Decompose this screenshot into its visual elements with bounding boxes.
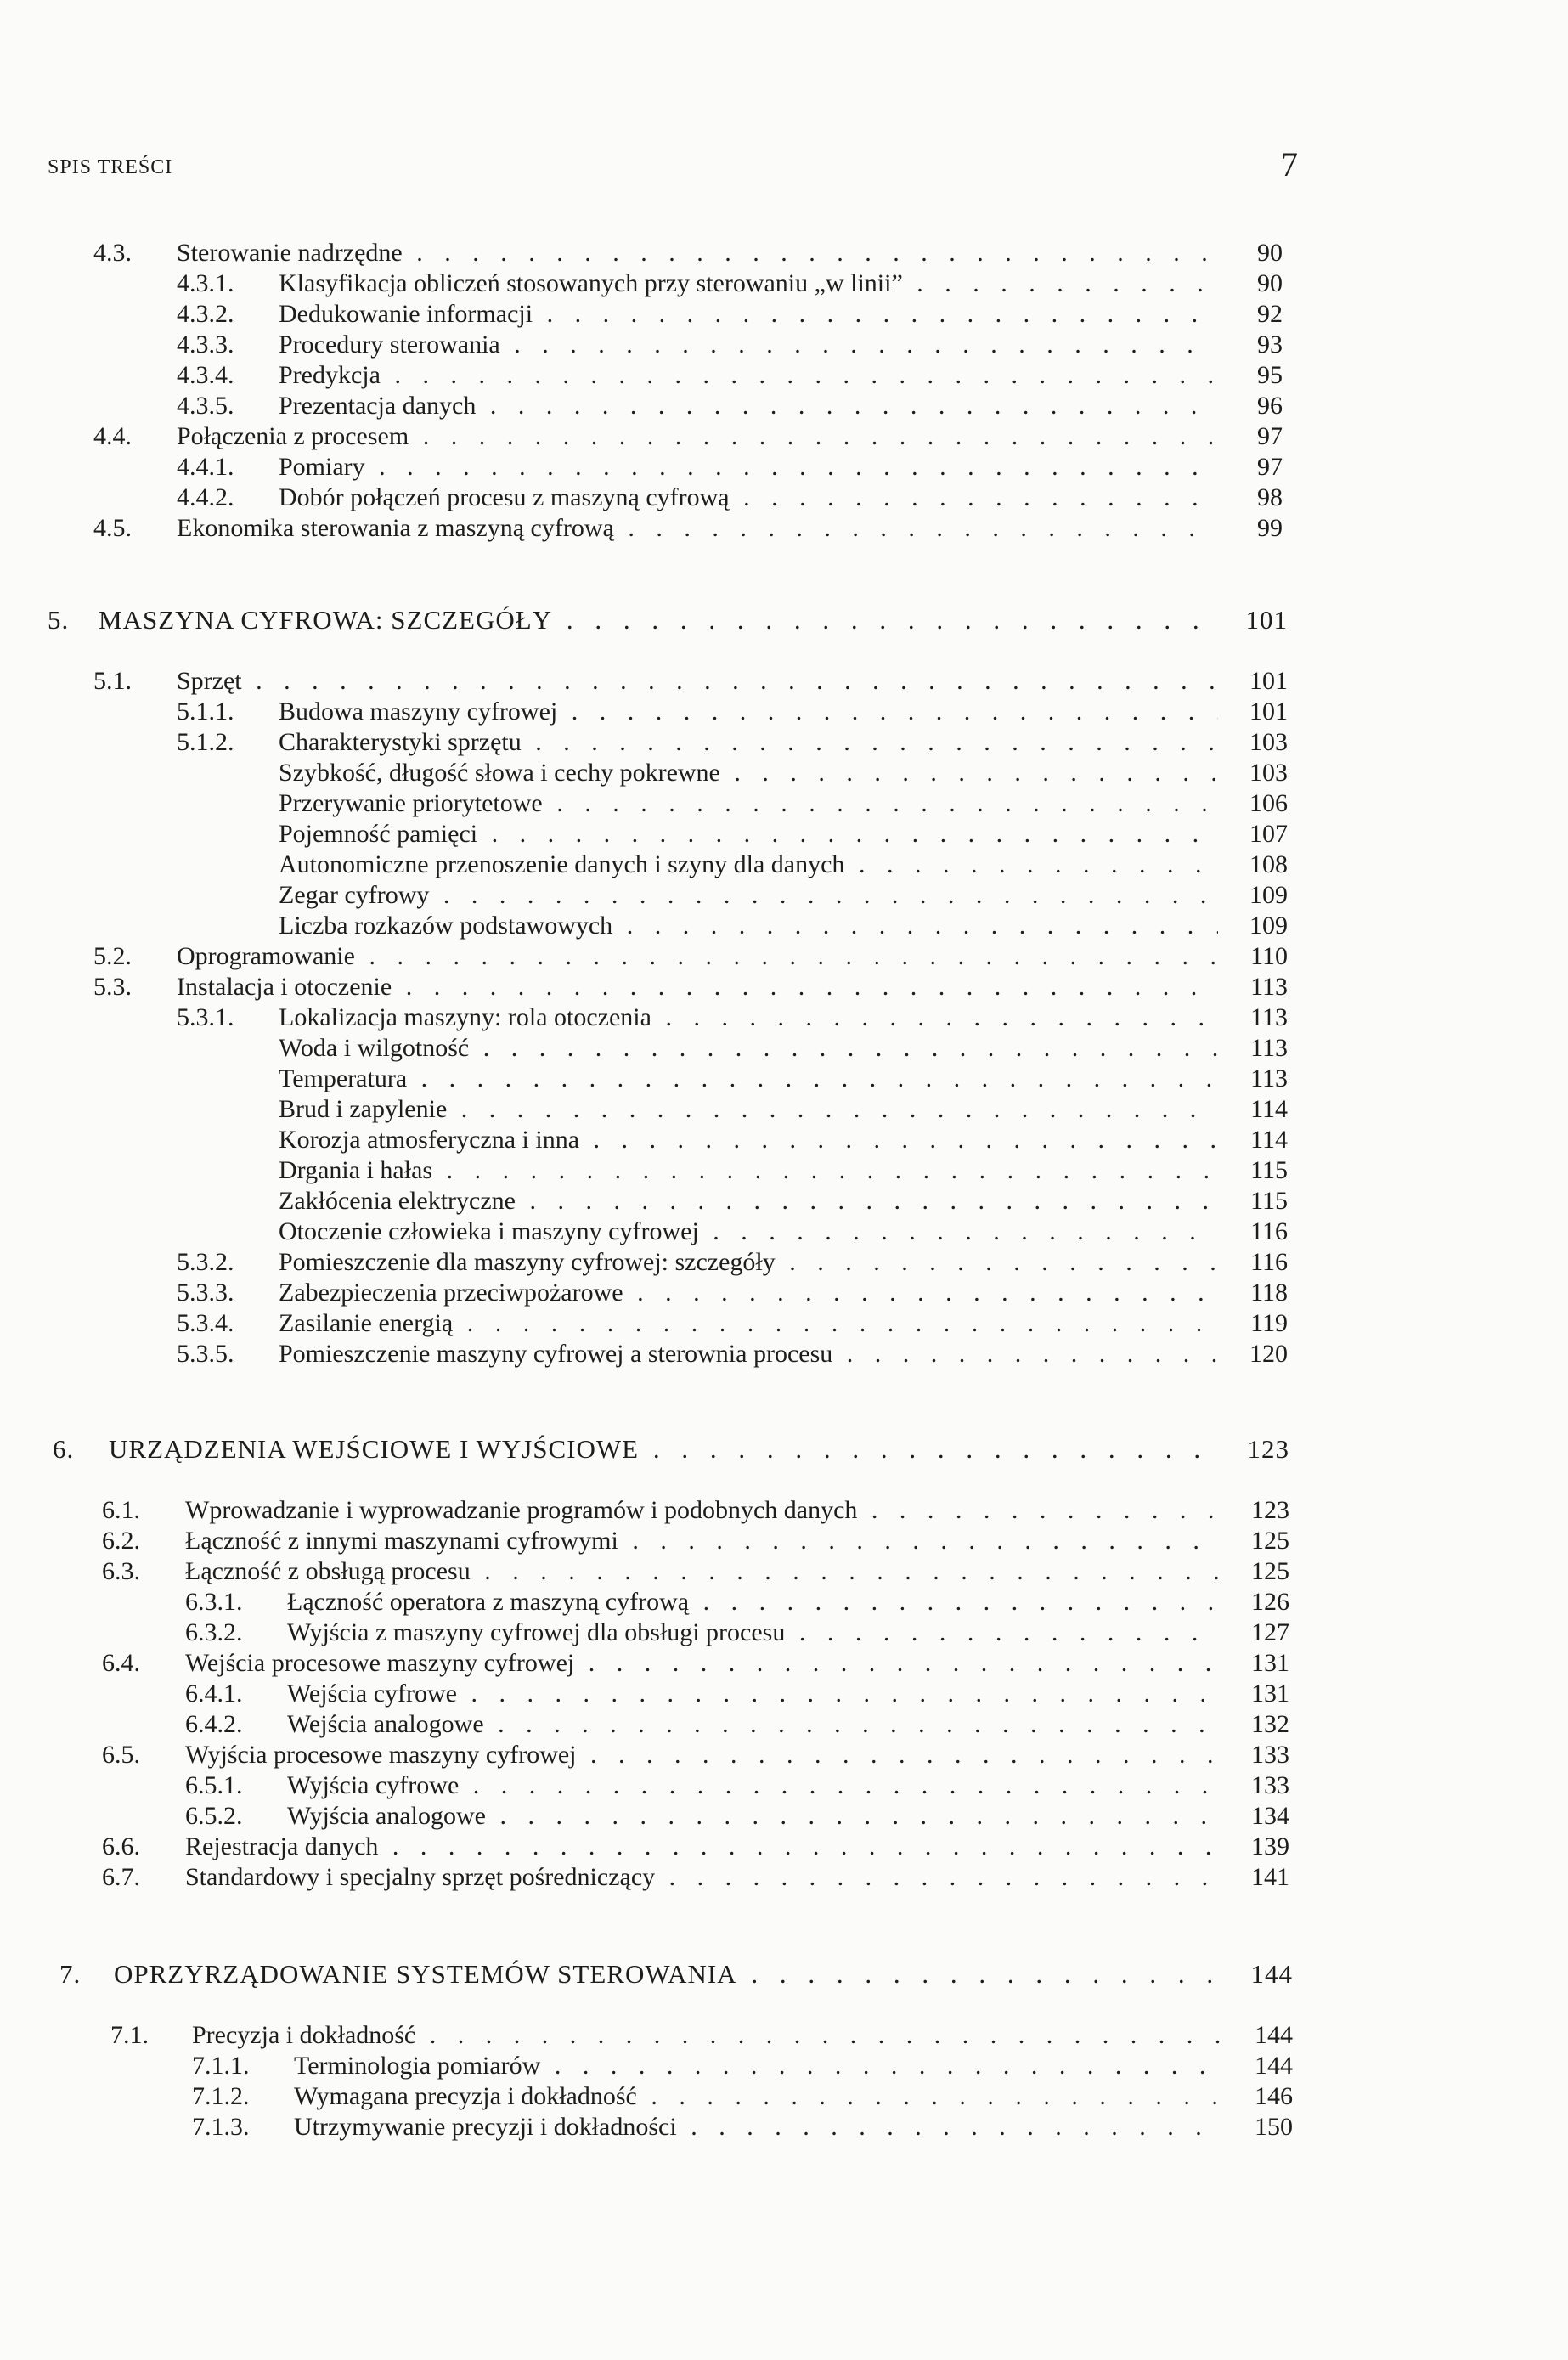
toc-entry: 4.4.1. Pomiary . . 97 [177, 452, 1283, 483]
page-number: 7 [1281, 145, 1298, 183]
toc-entry: 4.3.3. Procedury sterowania . . 93 [177, 330, 1283, 360]
toc-entry: 4.3.2. Dedukowanie informacji . . 92 [177, 299, 1283, 330]
toc-entry: Korozja atmosferyczna i inna . . 114 [279, 1125, 1288, 1155]
running-head: SPIS TREŚCI [48, 156, 173, 178]
toc-entry: 6.3.1. Łączność operatora z maszyną cyfrową . . 126 [185, 1587, 1289, 1618]
toc-entry: 6.5.2. Wyjścia analogowe . . 134 [185, 1801, 1289, 1832]
toc-entry: 5.3.1. Lokalizacja maszyny: rola otoczenia . . 113 [177, 1002, 1288, 1033]
toc-entry: 4.4.2. Dobór połączeń procesu z maszyną cyfrową . . 98 [177, 483, 1283, 513]
toc-entry: Przerywanie priorytetowe . . 106 [279, 788, 1288, 819]
toc-entry: Drgania i hałas . . 115 [279, 1155, 1288, 1186]
toc-entry: 5.3. Instalacja i otoczenie . . 113 [93, 972, 1288, 1002]
toc-entry: Zakłócenia elektryczne . . 115 [279, 1186, 1288, 1217]
toc-entry: 5.1.1. Budowa maszyny cyfrowej . . 101 [177, 697, 1288, 727]
toc-entry: Temperatura . . 113 [279, 1064, 1288, 1094]
toc-entry: 5.2. Oprogramowanie . . 110 [93, 941, 1288, 972]
toc-entry: 6.6. Rejestracja danych . . 139 [102, 1832, 1289, 1862]
toc-entry: 4.5. Ekonomika sterowania z maszyną cyfrową . . 99 [93, 513, 1283, 544]
toc-entry: 7.1.3. Utrzymywanie precyzji i dokładności . . 150 [192, 2112, 1293, 2143]
toc-entry: 6.7. Standardowy i specjalny sprzęt pośredniczący . . 141 [102, 1862, 1289, 1893]
toc-entry: Woda i wilgotność . . 113 [279, 1033, 1288, 1064]
toc-entry: Liczba rozkazów podstawowych . . 109 [279, 911, 1288, 941]
toc-entry: 5.3.5. Pomieszczenie maszyny cyfrowej a sterownia procesu . . 120 [177, 1339, 1288, 1369]
toc-entry: Otoczenie człowieka i maszyny cyfrowej . . 116 [279, 1217, 1288, 1247]
toc-entry: 6.5. Wyjścia procesowe maszyny cyfrowej . . 133 [102, 1740, 1289, 1770]
toc-entry: 5.3.3. Zabezpieczenia przeciwpożarowe . . 118 [177, 1278, 1288, 1308]
toc-entry: 6.3.2. Wyjścia z maszyny cyfrowej dla obsługi procesu . . 127 [185, 1618, 1289, 1648]
toc-entry: 4.3.1. Klasyfikacja obliczeń stosowanych przy sterowaniu „w linii” . . 90 [177, 268, 1283, 299]
toc-entry: 6.4. Wejścia procesowe maszyny cyfrowej . . 131 [102, 1648, 1289, 1679]
toc-entry: 6.4.2. Wejścia analogowe . . 132 [185, 1709, 1289, 1740]
toc-entry: 7.1.1. Terminologia pomiarów . . 144 [192, 2051, 1293, 2081]
toc-entry: 6.2. Łączność z innymi maszynami cyfrowymi . . 125 [102, 1526, 1289, 1556]
toc-entry: 7.1. Precyzja i dokładność . . 144 [110, 2020, 1293, 2051]
toc-entry: 6.1. Wprowadzanie i wyprowadzanie programów i podobnych danych . . 123 [102, 1495, 1289, 1526]
toc-entry: 4.4. Połączenia z procesem . . 97 [93, 421, 1283, 452]
toc-entry: 6.5.1. Wyjścia cyfrowe . . 133 [185, 1770, 1289, 1801]
toc-entry: 5.1.2. Charakterystyki sprzętu . . 103 [177, 727, 1288, 758]
toc-entry: 5.3.2. Pomieszczenie dla maszyny cyfrowej: szczegóły . . 116 [177, 1247, 1288, 1278]
toc-entry: Szybkość, długość słowa i cechy pokrewne . . 103 [279, 758, 1288, 788]
toc-entry: 4.3. Sterowanie nadrzędne . . 90 [93, 238, 1283, 268]
toc-entry: 7.1.2. Wymagana precyzja i dokładność . . 146 [192, 2081, 1293, 2112]
toc-entry: Autonomiczne przenoszenie danych i szyny dla danych . . 108 [279, 850, 1288, 880]
toc-entry: Zegar cyfrowy . . 109 [279, 880, 1288, 911]
toc-entry: 5.1. Sprzęt . . 101 [93, 666, 1288, 697]
toc-entry: 4.3.4. Predykcja . . 95 [177, 360, 1283, 391]
toc-entry: 6.3. Łączność z obsługą procesu . . 125 [102, 1556, 1289, 1587]
toc-entry: 4.3.5. Prezentacja danych . . 96 [177, 391, 1283, 421]
toc-entry: Brud i zapylenie . . 114 [279, 1094, 1288, 1125]
toc-chapter: 5. MASZYNA CYFROWA: SZCZEGÓŁY . . 101 [48, 605, 1288, 635]
toc-entry: 6.4.1. Wejścia cyfrowe . . 131 [185, 1679, 1289, 1709]
toc-chapter: 6. URZĄDZENIA WEJŚCIOWE I WYJŚCIOWE . . 123 [53, 1434, 1289, 1465]
toc-entry: 5.3.4. Zasilanie energią . . 119 [177, 1308, 1288, 1339]
toc-entry: Pojemność pamięci . . 107 [279, 819, 1288, 850]
toc-chapter: 7. OPRZYRZĄDOWANIE SYSTEMÓW STEROWANIA . . 144 [59, 1959, 1293, 1990]
